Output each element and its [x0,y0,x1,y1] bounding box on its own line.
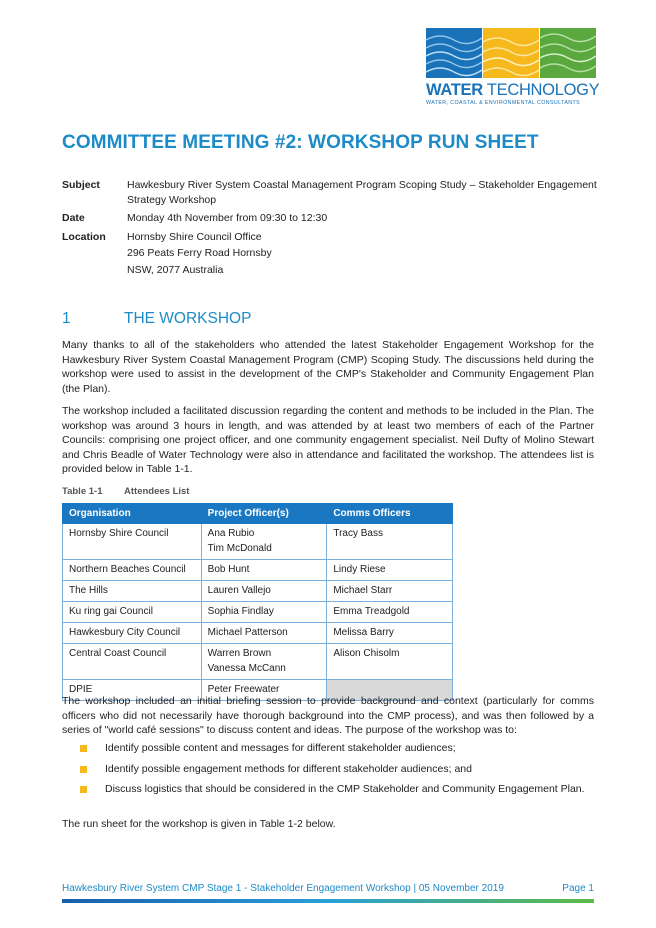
page-footer [62,883,594,894]
organisation-cell: Northern Beaches Council [63,560,202,581]
location-line: 296 Peats Ferry Road Hornsby [127,247,272,259]
purpose-list [80,741,594,803]
officer-name: Michael Patterson [207,627,288,638]
list-item [80,782,594,797]
workshop-paragraph: The workshop included a facilitated discussion regarding the content and methods to be included in the Plan. The workshop was around 3 hours in length, and was attended by at least two members of each of the Partner Councils: comprising one project officer, and one community engagement specialist. Neil Dufty of Molino Stewart and Chris Beadle of Water Technology were also in attendance and facilitated the workshop. The attendees list is provided below in Table 1-1. [62,405,594,475]
list-item-text: Identify possible engagement methods for different stakeholder audiences; and [105,762,472,775]
logo-tile-green [540,28,596,78]
footer-page-number: Page 1 [562,883,594,894]
comms-officer-cell: Melissa Barry [327,623,453,644]
table-row [63,581,453,602]
location-line: NSW, 2077 Australia [127,263,224,276]
location-row [62,230,602,278]
company-logo [426,28,600,106]
table-row [63,644,453,680]
column-header-organisation: Organisation [63,504,202,524]
officer-name: Bob Hunt [207,564,250,575]
project-officer-cell [201,602,327,623]
table-row [63,524,453,560]
location-label: Location [62,230,106,243]
officer-name: Peter Freewater [207,684,280,695]
footer-document-info: Hawkesbury River System CMP Stage 1 - Stakeholder Engagement Workshop | 05 November 2019 [62,883,504,894]
list-item [80,762,594,777]
organisation-cell: Central Coast Council [63,644,202,680]
logo-tagline: WATER, COASTAL & ENVIRONMENTAL CONSULTANTS [426,100,581,106]
subject-label: Subject [62,179,100,191]
page-title: COMMITTEE MEETING #2: WORKSHOP RUN SHEET [62,132,539,153]
project-officer-cell [201,524,327,560]
logo-tiles [426,28,596,78]
officer-name: Ana Rubio [207,528,255,539]
comms-officer-cell: Tracy Bass [327,524,453,560]
organisation-cell: Hawkesbury City Council [63,623,202,644]
bullet-square-icon [80,786,87,793]
meeting-details [62,178,602,281]
bullet-square-icon [80,745,87,752]
table-caption [62,486,189,497]
list-item-text: Identify possible content and messages for different stakeholder audiences; [105,742,456,754]
officer-name: Warren Brown [207,648,272,659]
date-label: Date [62,212,85,224]
table-header-row [63,504,453,524]
logo-wordmark [426,81,600,100]
logo-tile-blue [426,28,482,78]
organisation-cell: The Hills [63,581,202,602]
subject-row [62,178,602,207]
table-title: Attendees List [124,486,190,497]
list-item-text: Discuss logistics that should be considered in the CMP Stakeholder and Community Engagement Plan. [105,783,585,795]
table-row [63,602,453,623]
table-row [63,560,453,581]
subject-value: Hawkesbury River System Coastal Management Program Scoping Study – Stakeholder Engagement Strategy Workshop [127,179,597,206]
officer-name: Vanessa McCann [207,663,286,674]
table-row [63,623,453,644]
run-sheet-paragraph: The run sheet for the workshop is given in Table 1-2 below. [62,818,336,830]
project-officer-cell [201,644,327,680]
location-line: Hornsby Shire Council Office [127,230,262,243]
logo-word-technology: TECHNOLOGY [482,81,600,99]
section-heading [62,310,251,328]
comms-officer-cell: Emma Treadgold [327,602,453,623]
location-value [127,230,602,278]
officer-name: Sophia Findlay [207,606,274,617]
comms-officer-cell: Alison Chisolm [327,644,453,680]
column-header-comms-officers: Comms Officers [327,504,453,524]
logo-tile-yellow [483,28,539,78]
column-header-project-officers: Project Officer(s) [201,504,327,524]
table-number: Table 1-1 [62,486,103,497]
comms-officer-cell: Lindy Riese [327,560,453,581]
organisation-cell: Ku ring gai Council [63,602,202,623]
section-title: THE WORKSHOP [124,310,252,327]
list-item [80,741,594,756]
officer-name: Tim McDonald [207,543,272,554]
date-value: Monday 4th November from 09:30 to 12:30 [127,212,328,224]
section-number: 1 [62,310,71,327]
officer-name: Lauren Vallejo [207,585,271,596]
project-officer-cell [201,581,327,602]
organisation-cell: Hornsby Shire Council [63,524,202,560]
bullet-square-icon [80,766,87,773]
project-officer-cell [201,623,327,644]
organisation-cell: DPIE [63,680,202,701]
date-row [62,211,602,226]
intro-paragraph: Many thanks to all of the stakeholders who attended the latest Stakeholder Engagement Workshop for the Hawkesbury River System Coastal Management Program (CMP) Scoping Study. The discussions held during the workshop were used to assist in the development of the CMP's Stakeholder and Community Engagement Plan (the Plan). [62,339,594,395]
footer-gradient-bar [62,899,594,903]
attendees-table [62,503,453,701]
project-officer-cell [201,560,327,581]
logo-word-water: WATER [426,81,483,99]
comms-officer-cell: Michael Starr [327,581,453,602]
briefing-paragraph: The workshop included an initial briefing session to provide background and context (particularly for comms officers who did not necessarily have thorough background into the CMP process), and was then followed by a series of "world café sessions" to discuss content and ideas. The purpose of the workshop was to: [62,695,594,736]
